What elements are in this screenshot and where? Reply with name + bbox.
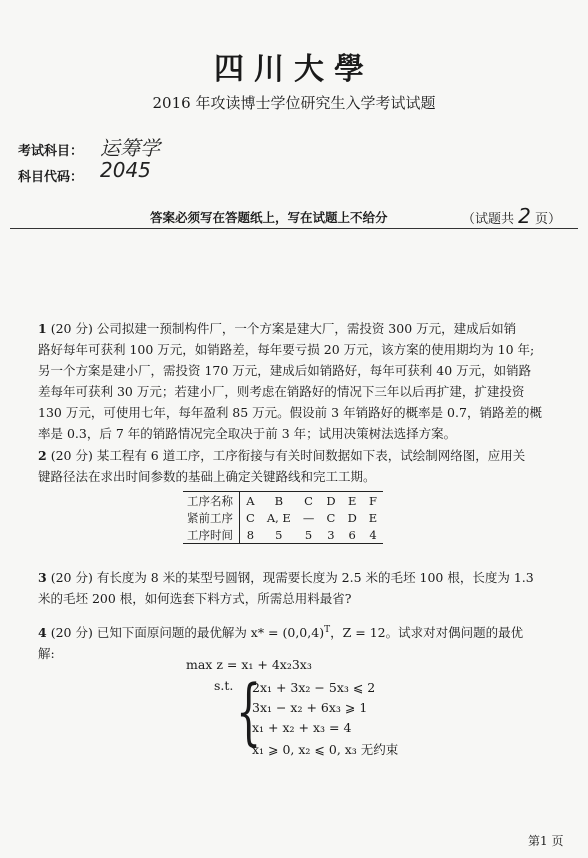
table-cell: C bbox=[246, 510, 255, 525]
code-value: 2045 bbox=[100, 158, 151, 182]
table-cell: E bbox=[368, 510, 378, 525]
constraint: x₁ ⩾ 0, x₂ ⩽ 0, x₃ 无约束 bbox=[252, 742, 399, 757]
process-table bbox=[183, 491, 383, 544]
page-count-prefix: （试题共 bbox=[462, 212, 515, 227]
subject-label: 考试科目： bbox=[18, 144, 84, 159]
table-row bbox=[183, 509, 383, 526]
page-count-suffix: 页） bbox=[535, 212, 562, 227]
question-3-points: (20 分) bbox=[50, 570, 93, 585]
table-row-header: 工序时间 bbox=[183, 526, 240, 544]
question-2-line: 键路径法在求出时间参数的基础上确定关键路线和完工工期。 bbox=[38, 469, 376, 484]
table-cell: — bbox=[302, 510, 315, 525]
table-cell: D bbox=[320, 492, 341, 510]
question-4-text: 已知下面原问题的最优解为 x* = (0,0,4) bbox=[96, 625, 325, 641]
page-count bbox=[462, 204, 561, 228]
question-1-line: 率是 0.3，后 7 年的销路情况完全取决于前 3 年；试用决策树法选择方案。 bbox=[38, 426, 457, 441]
table-cell: 3 bbox=[320, 526, 341, 544]
table-cell: C bbox=[326, 510, 336, 525]
question-4-number: 4 bbox=[38, 625, 47, 641]
transpose-sup: T bbox=[324, 625, 331, 635]
question-3-line: 米的毛坯 200 根，如何选套下料方式，所需总用料最省? bbox=[38, 591, 352, 606]
question-2 bbox=[38, 445, 558, 487]
table-cell: C bbox=[297, 492, 321, 510]
table-row-header: 工序名称 bbox=[183, 492, 240, 510]
question-1-text: 公司拟建一预制构件厂，一个方案是建大厂，需投资 300 万元，建成后如销 bbox=[96, 321, 517, 336]
subject-value: 运筹学 bbox=[100, 136, 160, 160]
question-3 bbox=[38, 567, 558, 609]
question-1-points: (20 分) bbox=[50, 321, 93, 336]
header-divider bbox=[10, 228, 578, 229]
table-cell: 5 bbox=[297, 526, 321, 544]
table-cell: B bbox=[261, 492, 297, 510]
answer-notice: 答案必须写在答题纸上，写在试题上不给分 bbox=[150, 210, 388, 225]
table-cell: A bbox=[240, 492, 261, 510]
page-number: 第1 页 bbox=[528, 834, 564, 848]
constraint-brace: { bbox=[236, 669, 262, 753]
exam-title: 2016 年攻读博士学位研究生入学考试试题 bbox=[152, 94, 436, 112]
table-cell: 5 bbox=[261, 526, 297, 544]
table-row bbox=[183, 526, 383, 544]
subject-to-label: s.t. bbox=[214, 678, 234, 693]
table-row-header: 紧前工序 bbox=[183, 509, 240, 526]
question-3-line bbox=[38, 567, 558, 588]
question-4-text-rest: ，Z = 12。试求对对偶问题的最优 bbox=[330, 625, 524, 641]
university-logo: 四川大學 bbox=[214, 52, 374, 87]
question-1-number: 1 bbox=[38, 321, 47, 336]
question-1-line bbox=[38, 318, 558, 339]
question-3-text: 有长度为 8 米的某型号圆钢，现需要长度为 2.5 米的毛坯 100 根，长度为 1.3 bbox=[96, 570, 534, 585]
constraint: x₁ + x₂ + x₃ = 4 bbox=[252, 720, 352, 735]
question-1-line: 130 万元，可使用七年，每年盈利 85 万元。假设前 3 年销路好的概率是 0.7，销路差的概 bbox=[38, 405, 542, 420]
table-cell: 6 bbox=[342, 526, 363, 544]
question-4-line bbox=[38, 620, 558, 643]
question-2-number: 2 bbox=[38, 448, 47, 463]
constraint: 3x₁ − x₂ + 6x₃ ⩾ 1 bbox=[252, 700, 368, 715]
question-2-line bbox=[38, 445, 558, 466]
question-1-line: 差每年可获利 30 万元；若建小厂，则考虑在销路好的情况下三年以后再扩建，扩建投资 bbox=[38, 384, 525, 399]
question-2-text: 某工程有 6 道工序，工序衔接与有关时间数据如下表，试绘制网络图，应用关 bbox=[96, 448, 526, 463]
table-cell: E bbox=[342, 492, 363, 510]
code-label: 科目代码： bbox=[18, 170, 84, 185]
objective-function: max z = x₁ + 4x₂3x₃ bbox=[186, 657, 312, 672]
table-cell: 4 bbox=[363, 526, 383, 544]
table-row bbox=[183, 492, 383, 510]
table-cell: D bbox=[347, 510, 357, 525]
question-2-points: (20 分) bbox=[50, 448, 93, 463]
question-1-line: 另一个方案是建小厂，需投资 170 万元，建成后如销路好，每年可获利 40 万元，如销路 bbox=[38, 363, 532, 378]
table-cell: F bbox=[363, 492, 383, 510]
page-count-value: 2 bbox=[518, 204, 531, 228]
question-4-points: (20 分) bbox=[50, 625, 93, 641]
question-4-line: 解: bbox=[38, 646, 55, 662]
table-cell: 8 bbox=[240, 526, 261, 544]
question-3-number: 3 bbox=[38, 570, 47, 585]
constraint: 2x₁ + 3x₂ − 5x₃ ⩽ 2 bbox=[252, 680, 376, 695]
question-1 bbox=[38, 318, 558, 444]
table-cell: A, E bbox=[266, 510, 291, 525]
question-1-line: 路好每年可获利 100 万元，如销路差，每年要亏损 20 万元，该方案的使用期均为 10 年; bbox=[38, 342, 535, 357]
